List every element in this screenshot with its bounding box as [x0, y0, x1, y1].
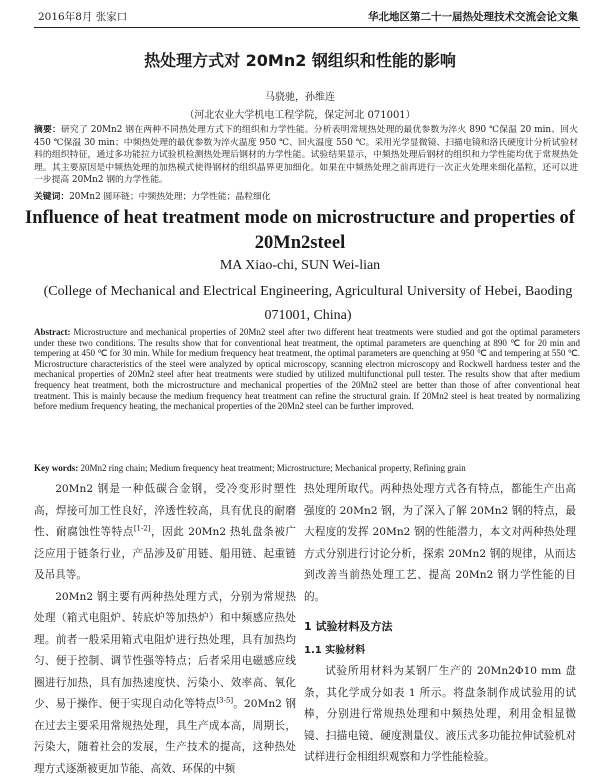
- chinese-abstract-text: 研究了 20Mn2 钢在两种不同热处理方式下的组织和力学性能。分析表明常规热处理的最优参数为淬火 890 ℃保温 20 min、回火 450 ℃保温 30 min；中频热处理的最优参数为淬火温度 950 ℃、回火温度 550 ℃。采用光学显微镜、扫描电镜和洛氏硬度计分析试验材料的组织特征，通过多功能拉力试验机检测热处理后钢材的力学性能。试验结果显示，中频热处理后钢材的组织和力学性能均优于常规热处理。其主要原因是中频热处理的加热模式使得钢材的组织晶界更加细化。如果在中频热处理之前再进行一次正火处理来细化晶粒，还可以进一步提高 20Mn2 钢的力学性能。: [34, 125, 578, 185]
- chinese-keywords: [34, 191, 578, 203]
- citation-1-2: [1-2]: [134, 524, 151, 532]
- english-abstract-label: Abstract:: [34, 327, 71, 337]
- chinese-abstract-label: 摘要：: [34, 125, 61, 135]
- intro-p1-text-a: 20Mn2 钢是一种低碳合金钢，受冷变形时塑性高，焊接可加工性良好，淬透性较高，具有优良的耐磨性、耐腐蚀性等特点: [34, 483, 296, 538]
- intro-paragraph-2: [34, 587, 296, 780]
- subsection-heading-1-1: 1.1 实验材料: [304, 640, 576, 662]
- english-affiliation: (College of Mechanical and Electrical Engineering, Agricultural University of Hebei, Baoding 071001, China): [34, 280, 582, 328]
- header-left: 2016年8月 张家口: [38, 9, 127, 24]
- chinese-title: 热处理方式对 20Mn2 钢组织和性能的影响: [0, 48, 600, 71]
- english-abstract: [34, 327, 580, 412]
- chinese-keywords-label: 关键词：: [34, 192, 69, 202]
- section-heading-1: 1 试验材料及方法: [304, 616, 576, 638]
- intro-p2-text-b: 。20Mn2 钢在过去主要采用常规热处理，具生产成本高，周期长，污染大，随着社会的发展，生产技术的提高，这种热处理方式逐渐被更加节能、高效、环保的中频: [34, 698, 296, 775]
- english-keywords-label: Key words:: [34, 463, 78, 473]
- chinese-abstract: [34, 124, 578, 187]
- header-right: 华北地区第二十一届热处理技术交流会论文集: [368, 9, 578, 24]
- materials-paragraph: 试验所用材料为某钢厂生产的 20Mn2Φ10 mm 盘条，其化学成分如表 1 所示。将盘条制作成试验用的试棒，分别进行常规热处理和中频热处理，利用金相显微镜、扫描电镜、硬度测量仪、液压式多功能拉伸试验机对试样进行金相组织观察和力学性能检验。: [304, 661, 576, 769]
- english-title: Influence of heat treatment mode on microstructure and properties of 20Mn2steel: [20, 206, 580, 256]
- intro-paragraph-2-continued: 热处理所取代。两种热处理方式各有特点，都能生产出高强度的 20Mn2 钢，为了深入了解 20Mn2 钢的特点，最大程度的发挥 20Mn2 钢的性能潜力，本文对两种热处理方式分别进行讨论分析，探索 20Mn2 钢的规律，从而达到改善当前热处理工艺、提高 20Mn2 钢力学性能的目的。: [304, 479, 576, 608]
- header-rule: [34, 27, 580, 28]
- body-column-left: [34, 479, 296, 780]
- english-abstract-text: Microstructure and mechanical properties of 20Mn2 steel after two different heat treatments were studied and got the optimal parameters under these two conditions. The results show that for conventional heat treatment, the optimal parameters are quenching at 890 ℃ for 20 min and tempering at 450 ℃ for 30 min. While for medium frequency heat treatment, the optimal parameters are quenching at 950 ℃ and tempering at 550 ℃. Microstructure characteristics of the steel were analyzed by optical microscopy, scanning electron microscopy and Rockwell hardness tester and the mechanical properties of 20Mn2 steel after heat treatments were studied by utilized multifunctional pull tester. The results show that after medium frequency heat treatment, both the microstructure and mechanical properties of the 20Mn2 steel are better than those of after conventional heat treatment. This is mainly because the medium frequency heat treatment can refine the structural grain. If 20Mn2 steel is heat treated by normalizing before medium frequency heating, the mechanical properties of the 20Mn2 steel can be further improved.: [34, 327, 580, 411]
- chinese-affiliation: （河北农业大学机电工程学院，保定河北 071001）: [0, 106, 600, 121]
- citation-3-5: [3-5]: [216, 696, 233, 704]
- english-authors: MA Xiao-chi, SUN Wei-lian: [0, 258, 600, 274]
- chinese-keywords-text: 20Mn2 圆环链；中频热处理；力学性能；晶粒细化: [69, 192, 270, 202]
- intro-p2-text-a: 20Mn2 钢主要有两种热处理方式，分别为常规热处理（箱式电阻炉、转底炉等加热炉）和中频感应热处理。前者一般采用箱式电阻炉进行热处理，具有加热均匀、便于控制、调节性强等特点；后者采用电磁感应线圈进行加热，具有加热速度快、污染小、效率高、氧化少、易于操作、便于实现自动化等特点: [34, 591, 296, 711]
- intro-paragraph-1: [34, 479, 296, 587]
- body-column-right: [304, 479, 576, 769]
- chinese-authors: 马骁驰，孙维连: [0, 88, 600, 103]
- intro-p1-text-b: ，因此 20Mn2 热轧盘条被广泛应用于链条行业，产品涉及矿用链、船用链、起重链及吊具等。: [34, 526, 296, 581]
- running-header: [38, 7, 578, 25]
- english-keywords: [34, 463, 580, 474]
- english-keywords-text: 20Mn2 ring chain; Medium frequency heat treatment; Microstructure; Mechanical property, Refining grain: [78, 463, 466, 473]
